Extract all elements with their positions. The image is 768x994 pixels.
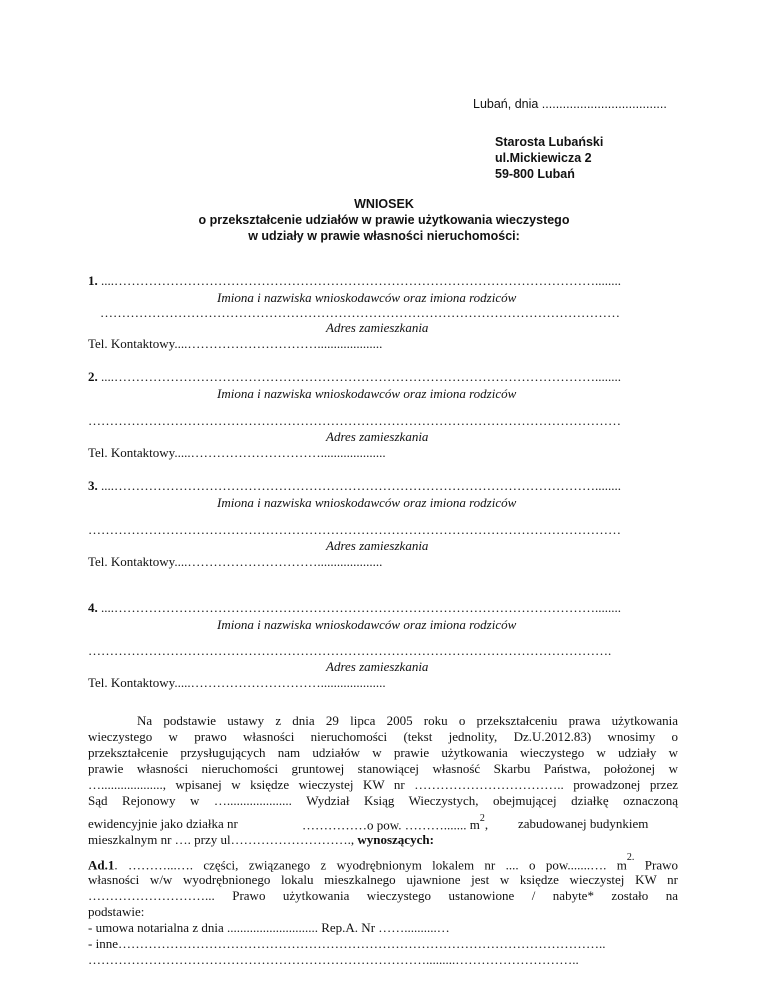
paragraph-line-8 <box>88 832 434 848</box>
ad1-line-3: ………………………... Prawo użytkowania wieczystego ustanowione / nabyte* zostało na <box>88 888 678 903</box>
document-subtitle-2: w udziały w prawie własności nieruchomości: <box>248 229 520 243</box>
parcel-label: ewidencyjnie jako działka nr <box>88 816 238 831</box>
applicant-1-name-field[interactable] <box>88 273 621 289</box>
paragraph-line-3: przekształcenie przysługujących nam udziałów w prawie użytkowania wieczystego w udziały w <box>88 745 678 760</box>
addressee-city: 59-800 Lubań <box>495 167 575 181</box>
addressee-street: ul.Mickiewicza 2 <box>495 151 592 165</box>
applicant-2-phone-field[interactable]: Tel. Kontaktowy.....………………………….................... <box>88 445 386 460</box>
applicant-4-name-field[interactable] <box>88 600 621 616</box>
ad1-line-4: podstawie: <box>88 904 145 919</box>
unit-m: m <box>469 817 480 833</box>
applicant-4-phone-field[interactable]: Tel. Kontaktowy.....………………………….................... <box>88 675 386 690</box>
ad1-text: . ………...…. części, związanego z wyodrębnionym lokalem nr .... o pow.......…. m <box>114 857 627 873</box>
built-up-label: zabudowanej budynkiem <box>518 816 649 831</box>
applicant-2-dots: ....…………………………………………………………………………………………………........ <box>97 369 621 384</box>
parcel-dots: ……………o pow. ………....... <box>302 817 467 833</box>
applicant-4-address-field[interactable]: …………………………………………………………………………………………………………. <box>88 643 612 658</box>
unit-sup: 2 <box>479 813 485 824</box>
applicant-4-name-caption: Imiona i nazwiska wnioskodawców oraz imiona rodziców <box>217 617 517 632</box>
applicant-4-address-caption: Adres zamieszkania <box>326 659 429 674</box>
applicant-2-name-field[interactable] <box>88 369 621 385</box>
applicant-3-phone-field[interactable]: Tel. Kontaktowy....………………………….................... <box>88 554 383 569</box>
applicant-2-number: 2. <box>88 369 98 384</box>
applicant-1-address-field[interactable]: ………………………………………………………………………………………………………… <box>100 305 620 320</box>
ad1-line-2: własności w/w wyodrębnionego lokalu mieszkalnego ujawnione jest w księdze wieczystej KW nr <box>88 872 678 887</box>
applicant-1-number: 1. <box>88 273 98 288</box>
parcel-number-area-fields[interactable] <box>302 813 489 833</box>
applicant-1-name-caption: Imiona i nazwiska wnioskodawców oraz imiona rodziców <box>217 290 517 305</box>
applicant-3-address-field[interactable]: …………………………………………………………………………………………………………… <box>88 522 621 537</box>
applicant-1-address-caption: Adres zamieszkania <box>326 320 429 335</box>
document-subtitle-1: o przekształcenie udziałów w prawie użytkowania wieczystego <box>198 213 570 227</box>
applicant-2-address-field[interactable]: …………………………………………………………………………………………………………… <box>88 413 621 428</box>
applicant-3-number: 3. <box>88 478 98 493</box>
paragraph-line-1: Na podstawie ustawy z dnia 29 lipca 2005 roku o przekształceniu prawa użytkowania <box>137 713 678 728</box>
area-unit <box>469 813 489 833</box>
ad1-other-field[interactable]: - inne………………………………………………………………………………………………….. <box>88 936 606 951</box>
addressee-office: Starosta Lubański <box>495 135 604 149</box>
amounting-label: wynoszących: <box>357 832 434 847</box>
ad1-notarial-field[interactable]: - umowa notarialna z dnia ............................ Rep.A. Nr ……..........… <box>88 920 450 935</box>
paragraph-line-5: …..................., wpisanej w księdze wieczystej KW nr …………………………….. prowadzonej przez <box>88 777 678 792</box>
ad1-sup: 2. <box>626 852 635 863</box>
applicant-3-name-field[interactable] <box>88 478 621 494</box>
ad1-text-end: Prawo <box>634 857 678 873</box>
applicant-3-address-caption: Adres zamieszkania <box>326 538 429 553</box>
document-title: WNIOSEK <box>354 197 414 211</box>
paragraph-line-4: prawie własności nieruchomości gruntowej stanowiącej własność Skarbu Państwa, położonej w <box>88 761 678 776</box>
applicant-1-phone-field[interactable]: Tel. Kontaktowy....………………………….................... <box>88 336 383 351</box>
paragraph-line-7 <box>88 816 238 832</box>
street-field: mieszkalnym nr …. przy ul………………………., <box>88 832 355 847</box>
applicant-4-dots: ....…………………………………………………………………………………………………........ <box>97 600 621 615</box>
applicant-3-name-caption: Imiona i nazwiska wnioskodawców oraz imiona rodziców <box>217 495 517 510</box>
ad1-line-1 <box>88 852 678 873</box>
applicant-1-dots: ....…………………………………………………………………………………………………........ <box>97 273 621 288</box>
applicant-3-dots: ....…………………………………………………………………………………………………........ <box>97 478 621 493</box>
ad1-label: Ad.1 <box>88 857 115 873</box>
applicant-2-name-caption: Imiona i nazwiska wnioskodawców oraz imiona rodziców <box>217 386 517 401</box>
applicant-4-number: 4. <box>88 600 98 615</box>
date-line: Lubań, dnia .................................... <box>473 97 667 111</box>
unit-comma: , <box>484 817 489 833</box>
applicant-2-address-caption: Adres zamieszkania <box>326 429 429 444</box>
ad1-other-continuation[interactable]: …………………………………………………………………….........……………………….. <box>88 952 579 967</box>
paragraph-line-6: Sąd Rejonowy w ….................... Wydział Ksiąg Wieczystych, obejmującej działkę oznaczoną <box>88 793 678 808</box>
paragraph-line-2: wieczystego w prawo własności nieruchomości (tekst jednolity, Dz.U.2012.83) wnosimy o <box>88 729 678 744</box>
